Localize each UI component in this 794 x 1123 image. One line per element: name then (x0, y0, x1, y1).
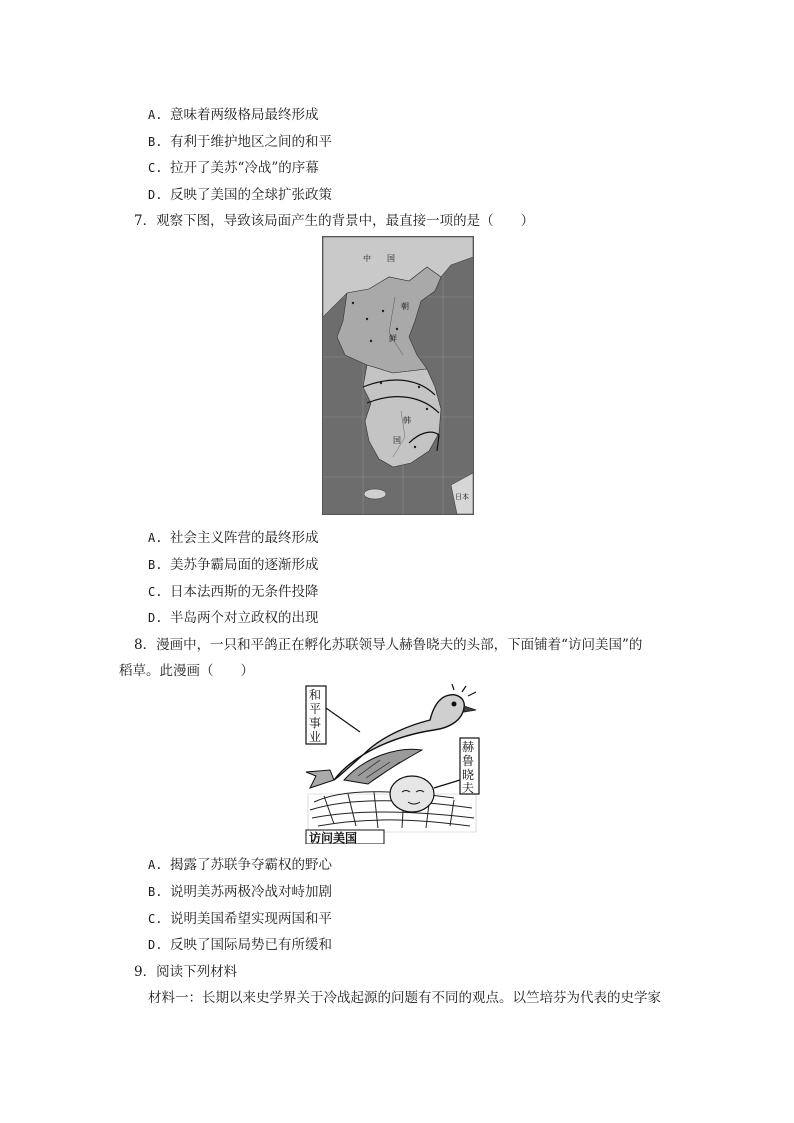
option-text: 有利于维护地区之间的和平 (170, 134, 332, 150)
option-letter: A. (148, 531, 163, 545)
option-text: 说明美苏两极冷战对峙加剧 (170, 884, 332, 900)
korea-map-svg (323, 237, 473, 514)
option-text: 拉开了美苏“冷战”的序幕 (170, 160, 319, 176)
khrushchev-label-char: 鲁 (462, 754, 475, 768)
map-label-south-b: 国 (393, 436, 401, 445)
option-text: 意味着两级格局最终形成 (170, 107, 319, 123)
q9-material-1: 材料一：长期以来史学界关于冷战起源的问题有不同的观点。以竺培芬为代表的史学家 (148, 990, 661, 1006)
option-text: 反映了美国的全球扩张政策 (170, 187, 332, 203)
option-letter: B. (148, 558, 163, 572)
khrushchev-label-char: 晓 (462, 768, 475, 782)
map-label-japan: 日本 (455, 493, 469, 501)
option-letter: D. (148, 611, 163, 625)
peace-label-char: 和 (309, 688, 322, 702)
visit-usa-label: 访问美国 (309, 831, 358, 844)
jeju-island (364, 489, 386, 499)
peace-label-char: 业 (309, 730, 322, 744)
option-letter: C. (148, 912, 163, 926)
option-letter: A. (148, 108, 163, 122)
q6-option-a (148, 106, 319, 124)
option-text: 社会主义阵营的最终形成 (170, 530, 319, 546)
option-text: 说明美国希望实现两国和平 (170, 911, 332, 927)
option-text: 反映了国际局势已有所缓和 (170, 937, 332, 953)
map-label-south-a: 韩 (403, 416, 411, 425)
q8-stem-line2: 稻草。此漫画（ ） (119, 663, 254, 679)
q7-stem: 7．观察下图，导致该局面产生的背景中，最直接一项的是（ ） (134, 213, 535, 229)
q8-option-c (148, 910, 332, 928)
peace-label-char: 事 (309, 716, 322, 730)
map-label-north-a: 朝 (401, 302, 409, 311)
option-text: 美苏争霸局面的逐渐形成 (170, 557, 319, 573)
q6-option-c (148, 159, 319, 177)
q7-option-b (148, 556, 319, 574)
q8-option-b (148, 883, 332, 901)
option-letter: C. (148, 585, 163, 599)
map-label-north-b: 鲜 (389, 334, 397, 343)
khrushchev-head (390, 776, 434, 812)
cartoon-svg (304, 684, 480, 844)
q8-option-d (148, 936, 332, 954)
option-text: 揭露了苏联争夺霸权的野心 (170, 857, 332, 873)
option-letter: C. (148, 161, 163, 175)
khrushchev-label-char: 赫 (462, 740, 475, 754)
q8-option-a (148, 856, 332, 874)
option-letter: B. (148, 885, 163, 899)
q6-option-d (148, 186, 332, 204)
option-letter: A. (148, 858, 163, 872)
option-letter: D. (148, 188, 163, 202)
korea-map-figure (322, 236, 474, 515)
khrushchev-label-char: 夫 (462, 781, 475, 795)
q7-option-d (148, 609, 319, 627)
option-letter: B. (148, 135, 163, 149)
q7-option-c (148, 583, 319, 601)
peace-dove-cartoon (304, 684, 480, 844)
q8-stem-line1: 8．漫画中，一只和平鸽正在孵化苏联领导人赫鲁晓夫的头部，下面铺着“访问美国”的 (134, 637, 643, 653)
q9-stem: 9．阅读下列材料 (134, 964, 238, 980)
option-text: 日本法西斯的无条件投降 (170, 584, 319, 600)
peace-label-char: 平 (309, 702, 322, 716)
option-letter: D. (148, 938, 163, 952)
q7-option-a (148, 529, 319, 547)
option-text: 半岛两个对立政权的出现 (170, 610, 319, 626)
q6-option-b (148, 133, 332, 151)
map-label-china: 中 国 (363, 254, 395, 263)
